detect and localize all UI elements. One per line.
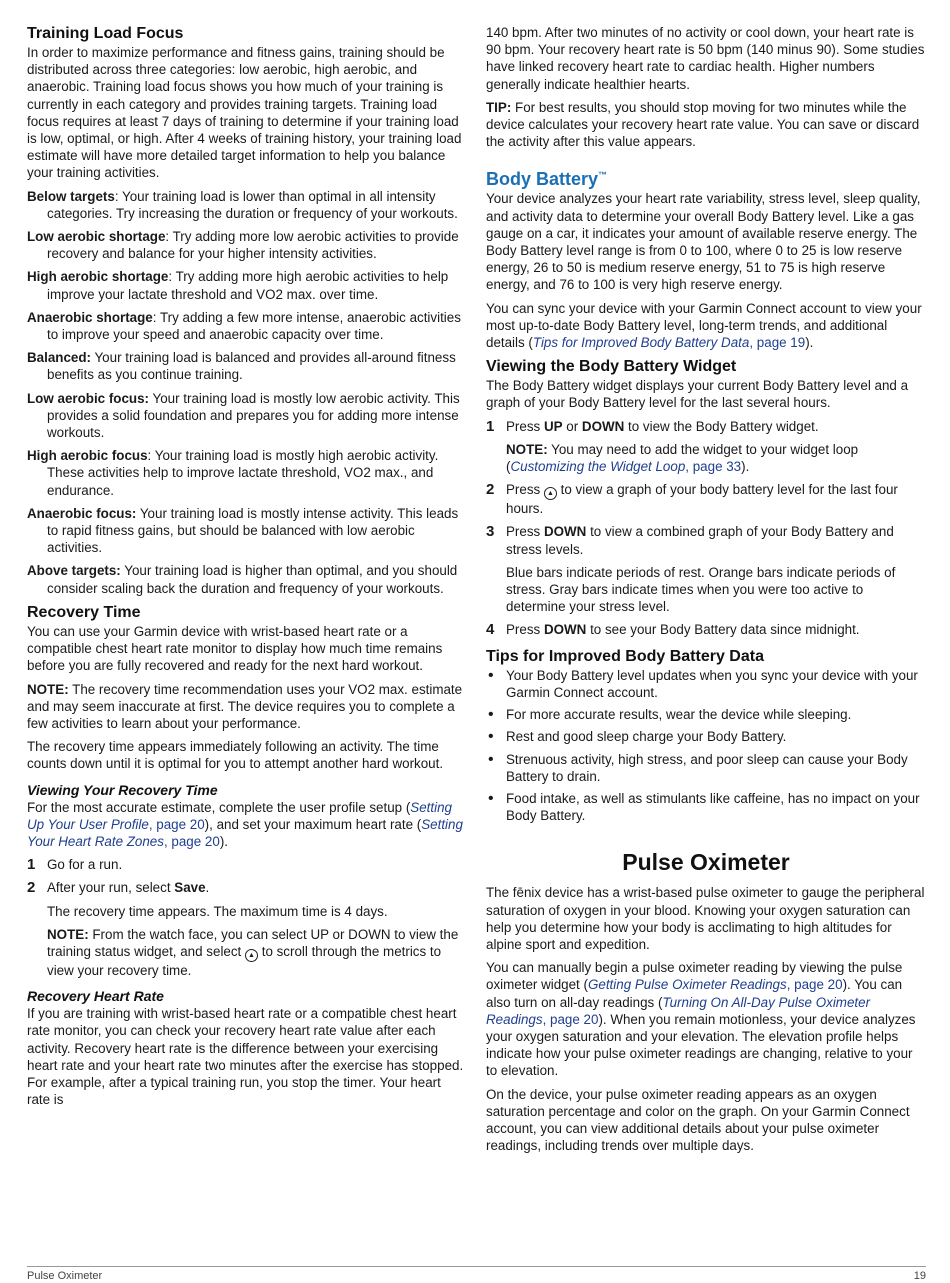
tips-heading: Tips for Improved Body Battery Data <box>486 647 764 665</box>
footer-section-title: Pulse Oximeter <box>27 1270 103 1282</box>
training-load-focus-item: High aerobic focus: Your training load is mostly high aerobic activity. These activities help to improve lactate threshold, VO2 max., and endurance. <box>27 448 439 498</box>
widget-step-1: 1 Press UP or DOWN to view the Body Battery widget. <box>486 417 819 435</box>
turning-on-all-day-pulse-ox-link[interactable]: Turning On All-Day Pulse Oximeter Readings <box>486 994 871 1027</box>
page-ref-link[interactable]: , page 19 <box>749 335 806 351</box>
tips-list <box>486 667 926 825</box>
training-load-focus-item: Low aerobic focus: Your training load is mostly low aerobic activity. This provides a solid foundation and prepares you for adding more intense workouts. <box>27 390 460 441</box>
getting-pulse-ox-readings-link[interactable]: Getting Pulse Oximeter Readings <box>587 977 787 993</box>
tips-body-battery-link[interactable]: Tips for Improved Body Battery Data <box>532 335 750 351</box>
left-column <box>27 24 467 1108</box>
widget-step-2: 2 Press ▲ to view a graph of your body battery level for the last four hours. <box>486 481 898 517</box>
setting-up-user-profile-link[interactable]: Setting Up Your User Profile <box>27 799 452 832</box>
viewing-recovery-paragraph: For the most accurate estimate, complete the user profile setup (Setting Up Your User Profile, page 20), and set your maximum heart rate (Setting Your Heart Rate Zones, page 20). <box>27 799 463 849</box>
tips-list-item: • Rest and good sleep charge your Body Battery. <box>488 728 787 746</box>
bullet-icon: • <box>488 789 494 807</box>
pulse-oximeter-paragraph-3: On the device, your pulse oximeter reading appears as an oxygen saturation percentage and color on the graph. On your Garmin Connect account, you can view additional details about your pulse oximeter readings, including trends over multiple days. <box>486 1086 910 1154</box>
page-ref-link[interactable]: , page 20 <box>786 977 843 993</box>
tips-list-item: • Food intake, as well as stimulants like caffeine, has no impact on your Body Battery. <box>488 789 920 824</box>
training-load-focus-item: Anaerobic focus: Your training load is mostly intense activity. This leads to rapid fitness gains, but should be balanced with low aerobic activities. <box>27 505 459 556</box>
setting-hr-zones-link[interactable]: Setting Your Heart Rate Zones <box>27 816 463 849</box>
training-load-focus-heading: Training Load Focus <box>27 25 184 42</box>
page-ref-link[interactable]: , page 33 <box>685 459 742 475</box>
pulse-oximeter-paragraph-1: The fēnix device has a wrist-based pulse oximeter to gauge the peripheral saturation of oxygen in your blood. Knowing your oxygen saturation can help you determine how your body is acclimating to high altitudes for alpine sport and expedition. <box>486 885 925 952</box>
recovery-hr-paragraph: If you are training with wrist-based heart rate or a compatible chest heart rate monitor, you can check your recovery heart rate value after each activity. Recovery heart rate is the difference between your exercising heart rate and your heart rate two minutes after the exercise has stopped. For example, after a typical training run, you stop the timer. Your heart rate is <box>27 1006 464 1108</box>
bullet-icon: • <box>488 666 494 684</box>
training-load-focus-item: Balanced: Your training load is balanced and provides all-around fitness benefits as you continue training. <box>27 350 456 383</box>
training-load-focus-item: Anaerobic shortage: Try adding a few more intense, anaerobic activities to improve your speed and anaerobic capacity over time. <box>27 309 461 343</box>
body-battery-heading: Body Battery™ <box>486 169 608 190</box>
body-battery-paragraph: Your device analyzes your heart rate variability, stress level, sleep quality, and activity data to determine your overall Body Battery level. Like a gas gauge on a car, it indicates your amount of available reserve energy. The Body Battery level range is from 0 to 100, where 0 to 25 is low reserve energy, 26 to 50 is medium reserve energy, 51 to 75 is high reserve energy, and 76 to 100 is very high reserve energy. <box>486 191 921 293</box>
pulse-oximeter-heading: Pulse Oximeter <box>622 849 790 876</box>
training-load-focus-item: Low aerobic shortage: Try adding more low aerobic activities to provide recovery and balance for your higher intensity activities. <box>27 229 459 262</box>
tips-list-item: • Strenuous activity, high stress, and poor sleep can cause your Body Battery to drain. <box>488 750 908 784</box>
step-2-note: NOTE: From the watch face, you can select UP or DOWN to view the training status widget, and select ▲ to scroll through the metrics to view your recovery time. <box>47 926 459 978</box>
page-ref-link[interactable]: , page 20 <box>148 816 205 832</box>
tip-paragraph: TIP: For best results, you should stop moving for two minutes while the device calculates your recovery heart rate value. You can save or discard the activity after this value appears. <box>486 99 920 150</box>
recovery-hr-continued: 140 bpm. After two minutes of no activity or cool down, your heart rate is 90 bpm. Your recovery heart rate is 50 bpm (140 minus 90). Some studies have linked recovery heart rate to cardiac health. Higher numbers generally indicate healthier hearts. <box>486 25 925 92</box>
page-ref-link[interactable]: , page 20 <box>163 833 220 849</box>
tips-list-item: • For more accurate results, wear the device while sleeping. <box>488 706 852 724</box>
viewing-widget-paragraph: The Body Battery widget displays your current Body Battery level and a graph of your Body Battery level for the last several hours. <box>486 378 909 411</box>
widget-step-4: 4 Press DOWN to see your Body Battery data since midnight. <box>486 621 860 639</box>
body-battery-sync-paragraph: You can sync your device with your Garmin Connect account to view your most up-to-date Body Battery level, long-term trends, and additional details (Tips for Improved Body Battery Data, page 19). <box>486 300 922 351</box>
widget-step-1-note: NOTE: You may need to add the widget to your widget loop (Customizing the Widget Loop, page 33). <box>506 441 859 475</box>
recovery-time-heading: Recovery Time <box>27 603 141 621</box>
page-footer <box>27 1266 926 1282</box>
widget-step-3-detail: Blue bars indicate periods of rest. Orange bars indicate periods of stress. Gray bars indicate times when you were too active to determine your stress level. <box>506 564 896 615</box>
right-column <box>486 24 926 1154</box>
recovery-time-paragraph-2: The recovery time appears immediately following an activity. The time counts down until it is optimal for you to attempt another hard workout. <box>27 739 444 772</box>
action-button-icon: ▲ <box>245 949 258 962</box>
customizing-widget-loop-link[interactable]: Customizing the Widget Loop <box>510 459 686 475</box>
page-number: 19 <box>913 1270 926 1282</box>
recovery-hr-heading: Recovery Heart Rate <box>27 988 164 1005</box>
page-ref-link[interactable]: , page 20 <box>542 1011 599 1027</box>
viewing-recovery-heading: Viewing Your Recovery Time <box>27 781 218 798</box>
training-load-focus-list <box>27 188 467 597</box>
training-load-focus-item: High aerobic shortage: Try adding more high aerobic activities to help improve your lactate threshold and VO2 max. over time. <box>27 269 449 302</box>
widget-step-3: 3 Press DOWN to view a combined graph of your Body Battery and stress levels. <box>486 523 894 557</box>
bullet-icon: • <box>488 750 494 768</box>
training-load-focus-intro: In order to maximize performance and fitness gains, training should be distributed across three categories: low aerobic, high aerobic, and anaerobic. Training load focus shows you how much of your training is currently in each category and provides training targets. Training load focus requires at least 7 days of training to determine if your training load is low, optimal, or high. After 4 weeks of training history, your training load estimate will have more detailed target information to help you balance your training activities. <box>27 45 462 181</box>
tips-list-item: • Your Body Battery level updates when you sync your device with your Garmin Connect account. <box>488 666 918 700</box>
note-label: NOTE: <box>27 681 69 697</box>
step-1: 1 Go for a run. <box>27 856 123 874</box>
training-load-focus-item: Above targets: Your training load is higher than optimal, and you should consider scaling back the duration and frequency of your workouts. <box>27 563 458 596</box>
bullet-icon: • <box>488 706 494 724</box>
step-2-result: The recovery time appears. The maximum time is 4 days. <box>47 903 388 919</box>
viewing-widget-heading: Viewing the Body Battery Widget <box>486 358 737 376</box>
recovery-time-paragraph: You can use your Garmin device with wrist-based heart rate or a compatible chest heart rate monitor to display how much time remains before you are fully recovered and ready for the next hard workout. <box>27 623 443 674</box>
step-2: 2 After your run, select Save. <box>27 879 210 897</box>
pulse-oximeter-paragraph-2: You can manually begin a pulse oximeter reading by viewing the pulse oximeter widget (Getting Pulse Oximeter Readings, page 20). You can also turn on all-day readings (Turning On All-Day Pulse Oximeter Readings, page 20). When you remain motionless, your device analyzes your oxygen saturation and your elevation. The elevation profile helps indicate how your pulse oximeter readings are changing, relative to your to elevation. <box>486 960 916 1079</box>
training-load-focus-item: Below targets: Your training load is lower than optimal in all intensity categories. Try increasing the duration or frequency of your workouts. <box>27 188 458 221</box>
action-button-icon: ▲ <box>544 487 557 500</box>
bullet-icon: • <box>488 728 494 746</box>
recovery-time-note: NOTE: The recovery time recommendation uses your VO2 max. estimate and may seem inaccurate at first. The device requires you to complete a few activities to learn about your performance. <box>27 681 463 731</box>
